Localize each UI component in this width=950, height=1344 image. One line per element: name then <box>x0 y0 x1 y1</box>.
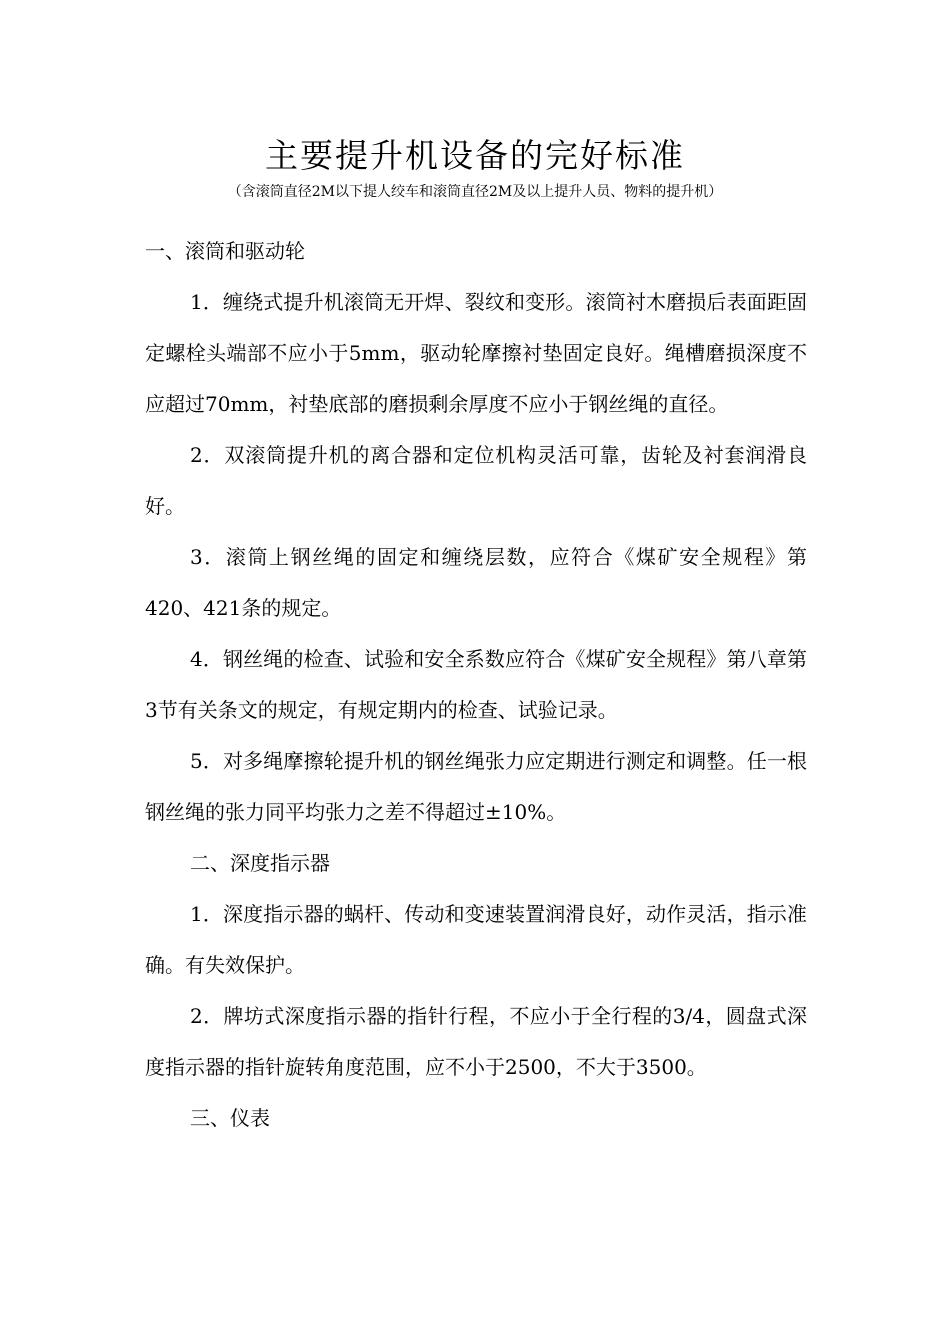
document-title: 主要提升机设备的完好标准 <box>265 136 685 175</box>
paragraph-drum-2: 2．双滚筒提升机的离合器和定位机构灵活可靠，齿轮及衬套润滑良好。 <box>145 443 807 518</box>
paragraph-drum-1: 1．缠绕式提升机滚筒无开焊、裂纹和变形。滚筒衬木磨损后表面距固定螺栓头端部不应小于5mm，驱动轮摩擦衬垫固定良好。绳槽磨损深度不应超过70mm，衬垫底部的磨损剩余厚度不应小于钢丝绳的直径。 <box>145 290 807 416</box>
paragraph-depth-2: 2．牌坊式深度指示器的指针行程，不应小于全行程的3/4，圆盘式深度指示器的指针旋转角度范围，应不小于2500，不大于3500。 <box>145 1004 807 1079</box>
paragraph-drum-3: 3．滚筒上钢丝绳的固定和缠绕层数，应符合《煤矿安全规程》第420、421条的规定。 <box>145 545 807 620</box>
section-heading-depth-indicator: 二、深度指示器 <box>190 851 330 875</box>
paragraph-drum-5: 5．对多绳摩擦轮提升机的钢丝绳张力应定期进行测定和调整。任一根钢丝绳的张力同平均张力之差不得超过±10%。 <box>145 749 807 824</box>
paragraph-depth-1: 1．深度指示器的蜗杆、传动和变速装置润滑良好，动作灵活，指示准确。有失效保护。 <box>145 902 807 977</box>
section-heading-instruments: 三、仪表 <box>190 1106 270 1130</box>
paragraph-drum-4: 4．钢丝绳的检查、试验和安全系数应符合《煤矿安全规程》第八章第3节有关条文的规定，有规定期内的检查、试验记录。 <box>145 647 807 722</box>
section-heading-drum: 一、滚筒和驱动轮 <box>145 239 305 263</box>
document-subtitle: （含滚筒直径2M以下提人绞车和滚筒直径2M及以上提升人员、物料的提升机） <box>227 184 723 200</box>
document-body <box>145 226 807 1144</box>
